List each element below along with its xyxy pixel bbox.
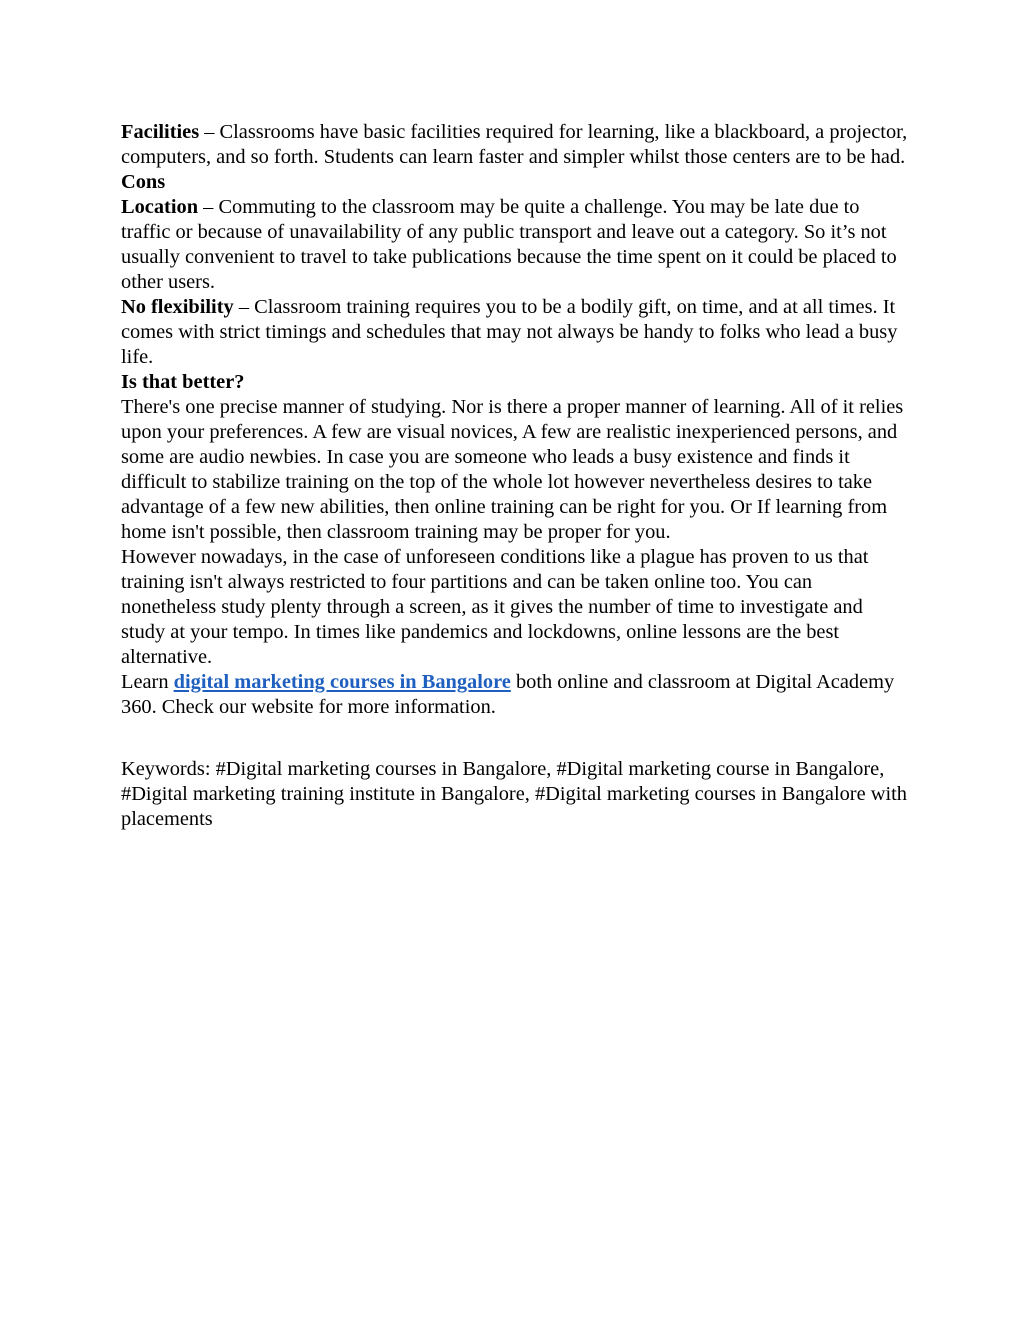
is-that-better-paragraph: There's one precise manner of studying. Nor is there a proper manner of learning. All of it relies upon your preferences. A few are visual novices, A few are realistic inexperienced persons, and some are audio newbies. In case you are someone who leads a busy existence and finds it difficult to stabilize training on the top of the whole lot however nevertheless desires to take advantage of a few new abilities, then online training can be right for you. Or If learning from home isn't possible, then classroom training may be proper for you. [121, 396, 904, 543]
learn-prefix: Learn [121, 671, 174, 693]
is-that-better-heading: Is that better? [121, 371, 245, 393]
paragraph-spacer [121, 720, 911, 757]
location-term: Location [121, 196, 199, 218]
no-flexibility-paragraph [121, 295, 911, 370]
facilities-text: – Classrooms have basic facilities required for learning, like a blackboard, a projector, computers, and so forth. Students can learn faster and simpler whilst those centers are to be had. [121, 121, 908, 168]
no-flexibility-text: – Classroom training requires you to be a bodily gift, on time, and at all times. It comes with strict timings and schedules that may not always be handy to folks who lead a busy life. [121, 296, 898, 368]
nowadays-paragraph: However nowadays, in the case of unforeseen conditions like a plague has proven to us that training isn't always restricted to four partitions and can be taken online too. You can nonetheless study plenty through a screen, as it gives the number of time to investigate and study at your tempo. In times like pandemics and lockdowns, online lessons are the best alternative. [121, 546, 869, 668]
learn-paragraph [121, 670, 911, 720]
facilities-paragraph [121, 120, 911, 170]
facilities-term: Facilities [121, 121, 200, 143]
keywords-paragraph: Keywords: #Digital marketing courses in Bangalore, #Digital marketing course in Bangalore, #Digital marketing training institute in Bangalore, #Digital marketing courses in Bangalore with placements [121, 758, 907, 830]
cons-heading: Cons [121, 171, 166, 193]
location-text: – Commuting to the classroom may be quite a challenge. You may be late due to traffic or because of unavailability of any public transport and leave out a category. So it’s not usually convenient to travel to take publications because the time spent on it could be placed to other users. [121, 196, 897, 293]
location-paragraph [121, 195, 911, 295]
learn-suffix: both online and classroom at Digital Academy 360. Check our website for more information. [121, 671, 895, 718]
digital-marketing-courses-link[interactable]: digital marketing courses in Bangalore [173, 671, 511, 693]
no-flexibility-term: No flexibility [121, 296, 234, 318]
document-page [121, 120, 911, 832]
